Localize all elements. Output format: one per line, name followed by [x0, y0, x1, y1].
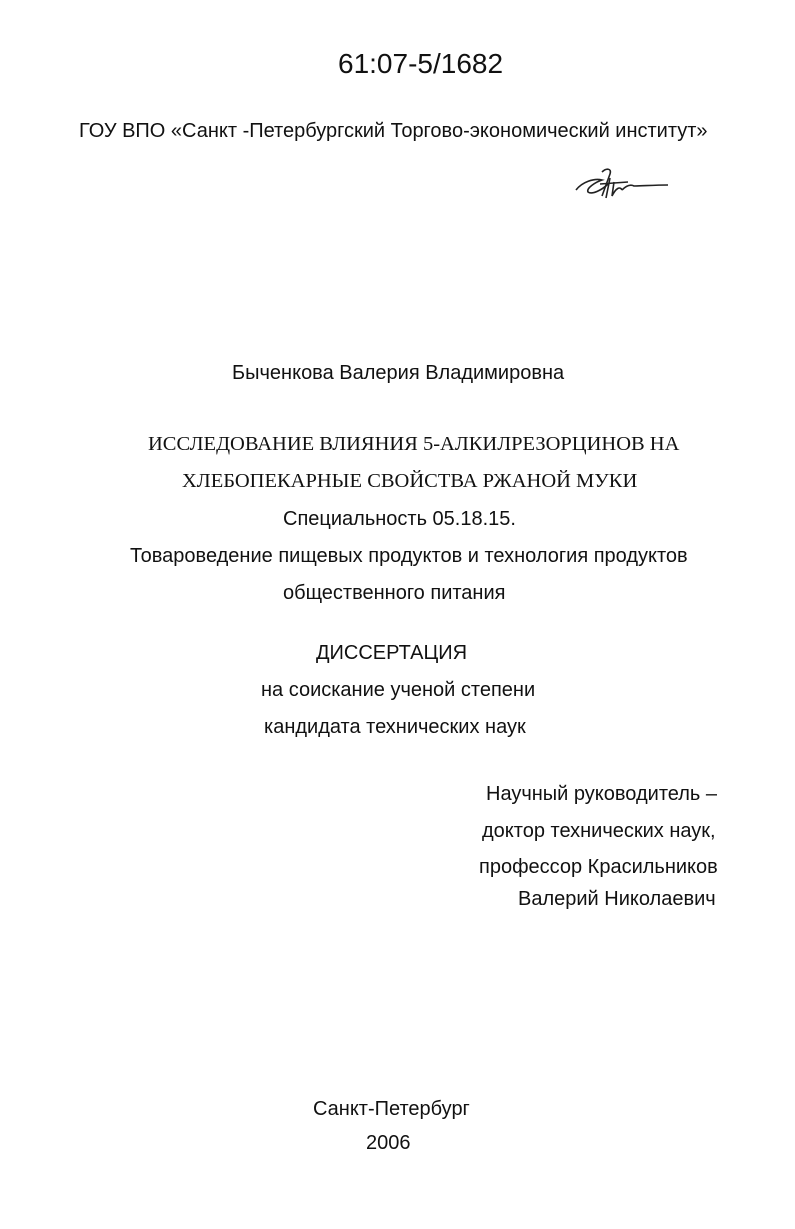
supervisor-line: Научный руководитель –: [486, 783, 717, 805]
thesis-title-line: ХЛЕБОПЕКАРНЫЕ СВОЙСТВА РЖАНОЙ МУКИ: [182, 470, 638, 492]
degree-line: кандидата технических наук: [264, 716, 526, 738]
thesis-title-line: ИССЛЕДОВАНИЕ ВЛИЯНИЯ 5-АЛКИЛРЕЗОРЦИНОВ НА: [148, 433, 680, 455]
specialty-code: Специальность 05.18.15.: [283, 508, 516, 530]
signature-icon: [572, 160, 672, 205]
supervisor-line: Валерий Николаевич: [518, 888, 716, 910]
supervisor-line: доктор технических наук,: [482, 820, 716, 842]
degree-line: на соискание ученой степени: [261, 679, 536, 701]
supervisor-line: профессор Красильников: [479, 856, 718, 878]
specialty-name-line: Товароведение пищевых продуктов и технология продуктов: [130, 545, 688, 567]
work-type: ДИССЕРТАЦИЯ: [316, 642, 468, 664]
specialty-name-line: общественного питания: [283, 582, 506, 604]
author-name: Быченкова Валерия Владимировна: [232, 362, 565, 384]
registry-code: 61:07-5/1682: [338, 48, 504, 79]
city: Санкт-Петербург: [313, 1098, 470, 1120]
institution-name: ГОУ ВПО «Санкт -Петербургский Торгово-экономический институт»: [79, 120, 708, 142]
year: 2006: [366, 1132, 411, 1154]
